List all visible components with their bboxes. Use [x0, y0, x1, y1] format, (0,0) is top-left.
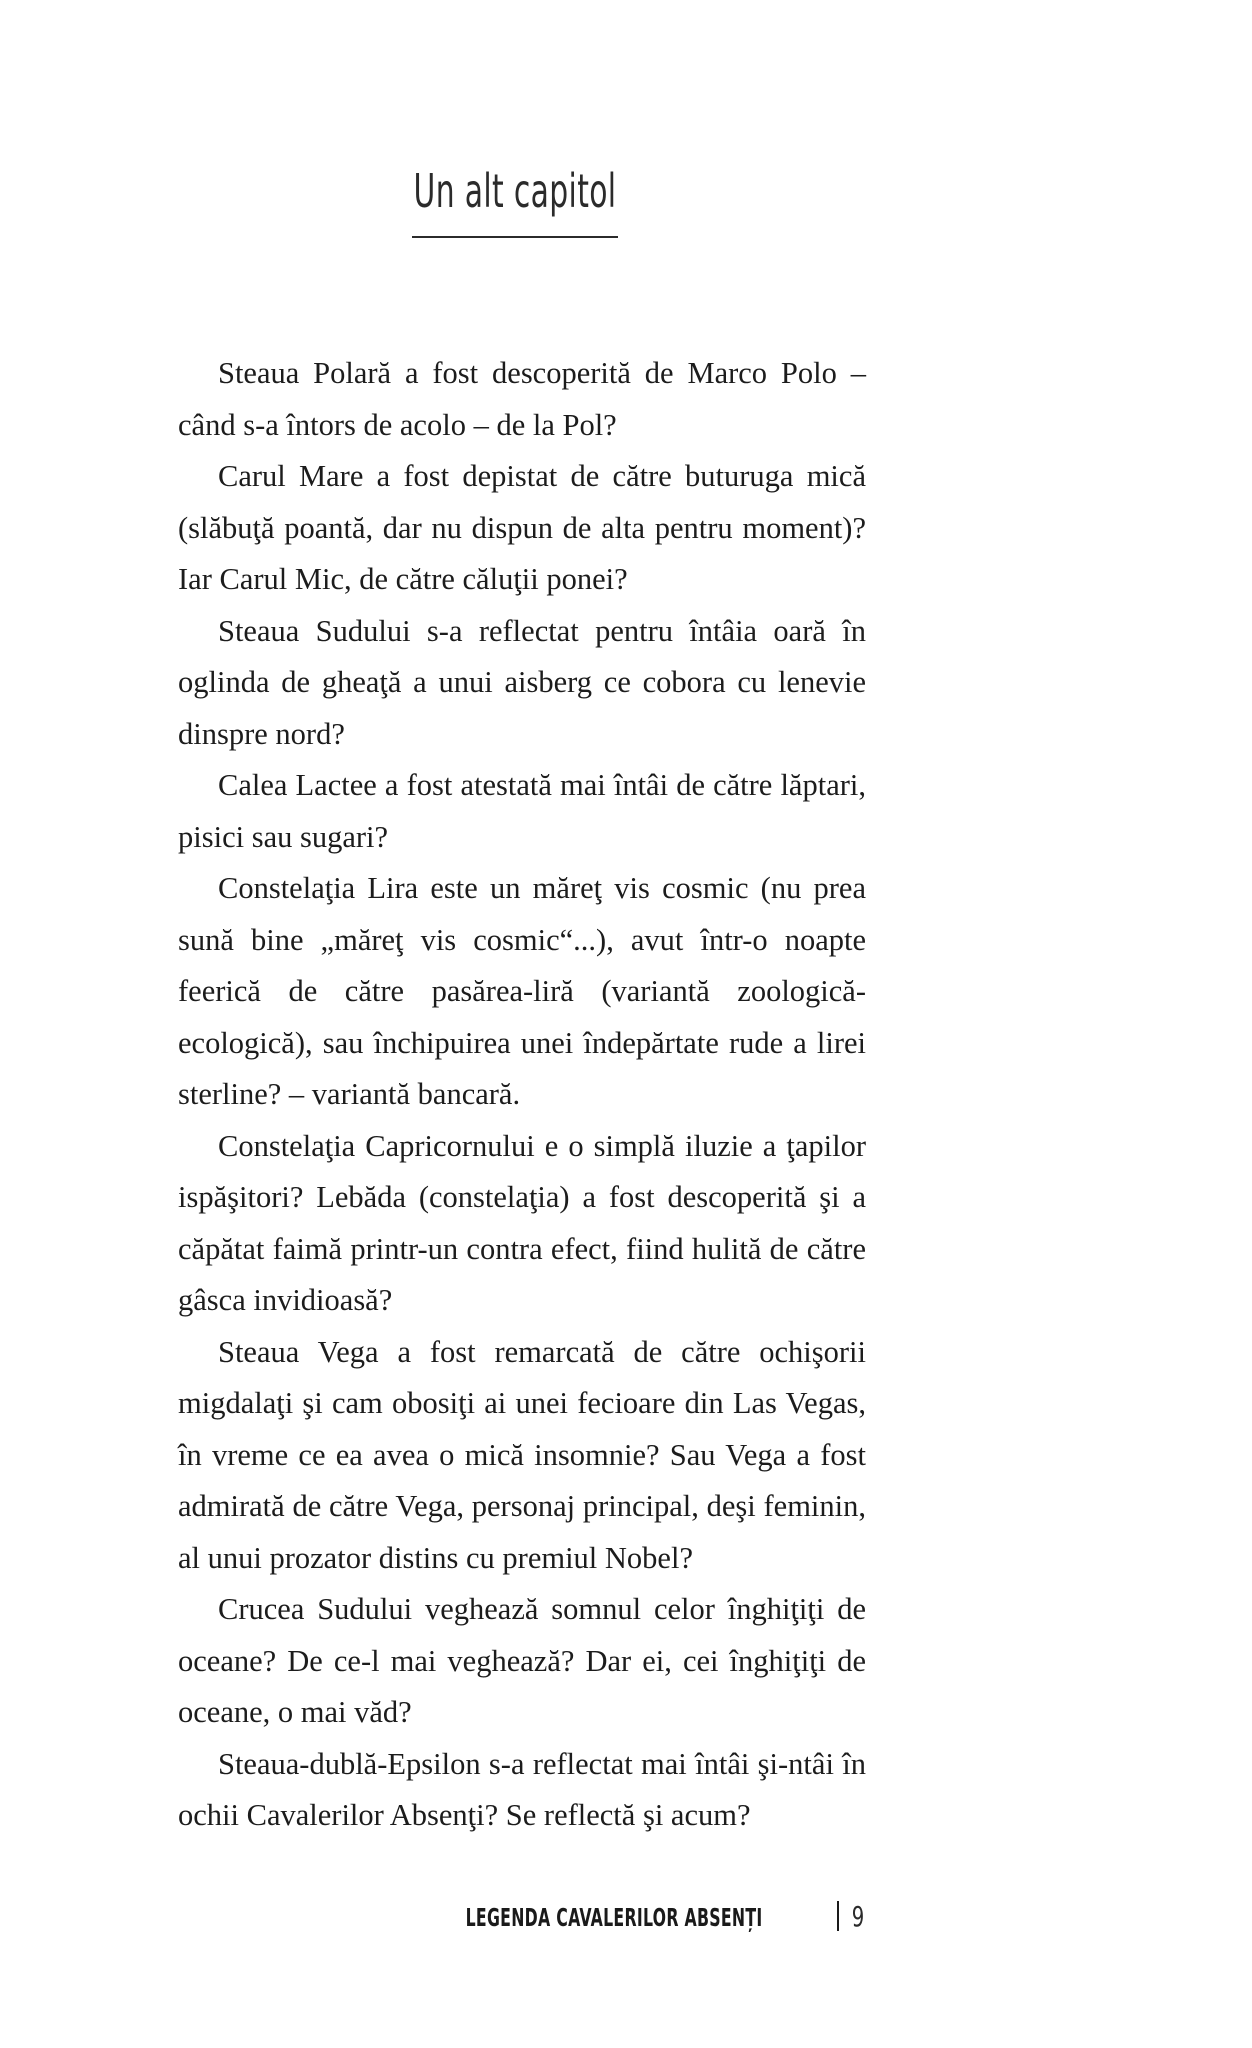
paragraph: Constelaţia Lira este un măreţ vis cosmic (nu prea sună bine „măreţ vis cosmic“...), avut într-o noapte feerică de către pasărea-liră (variantă zoologică-ecologică), sau închipuirea unei îndepărtate rude a lirei sterline? – variantă bancară. [178, 871, 866, 1111]
paragraph: Steaua Vega a fost remarcată de către ochişorii migdalaţi şi cam obosiţi ai unei fecioare din Las Vegas, în vreme ce ea avea o mică insomnie? Sau Vega a fost admirată de către Vega, personaj principal, deşi feminin, al unui prozator distins cu premiul Nobel? [178, 1334, 866, 1575]
footer-separator [837, 1901, 839, 1931]
paragraph: Steaua Polară a fost descoperită de Marco Polo – când s-a întors de acolo – de la Pol? [178, 356, 866, 442]
paragraph: Steaua-dublă-Epsilon s-a reflectat mai întâi şi-ntâi în ochii Cavalerilor Absenţi? Se reflectă şi acum? [178, 1746, 866, 1832]
paragraph: Constelaţia Capricornului e o simplă iluzie a ţapilor ispăşitori? Lebăda (constelaţia) a fost descoperită şi a căpătat faimă printr-un contra efect, fiind hulită de către gâsca invidioasă? [178, 1128, 866, 1317]
page-footer [178, 1896, 866, 1933]
body-text [178, 348, 866, 1842]
page-title: Un alt capitol [413, 164, 617, 218]
page-number: 9 [851, 1900, 865, 1933]
paragraph: Carul Mare a fost depistat de către buturuga mică (slăbuţă poantă, dar nu dispun de alta pentru moment)? Iar Carul Mic, de către căluţii ponei? [178, 459, 866, 596]
paragraph: Steaua Sudului s-a reflectat pentru întâia oară în oglinda de gheaţă a unui aisberg ce cobora cu lenevie dinspre nord? [178, 613, 866, 751]
title-divider [412, 236, 618, 238]
chapter-header [170, 164, 860, 238]
paragraph: Crucea Sudului veghează somnul celor înghiţiţi de oceane? De ce-l mai veghează? Dar ei, cei înghiţiţi de oceane, o mai văd? [178, 1592, 866, 1729]
paragraph: Calea Lactee a fost atestată mai întâi de către lăptari, pisici sau sugari? [178, 768, 866, 854]
footer-book-title: LEGENDA CAVALERILOR ABSENȚI [465, 1903, 763, 1932]
